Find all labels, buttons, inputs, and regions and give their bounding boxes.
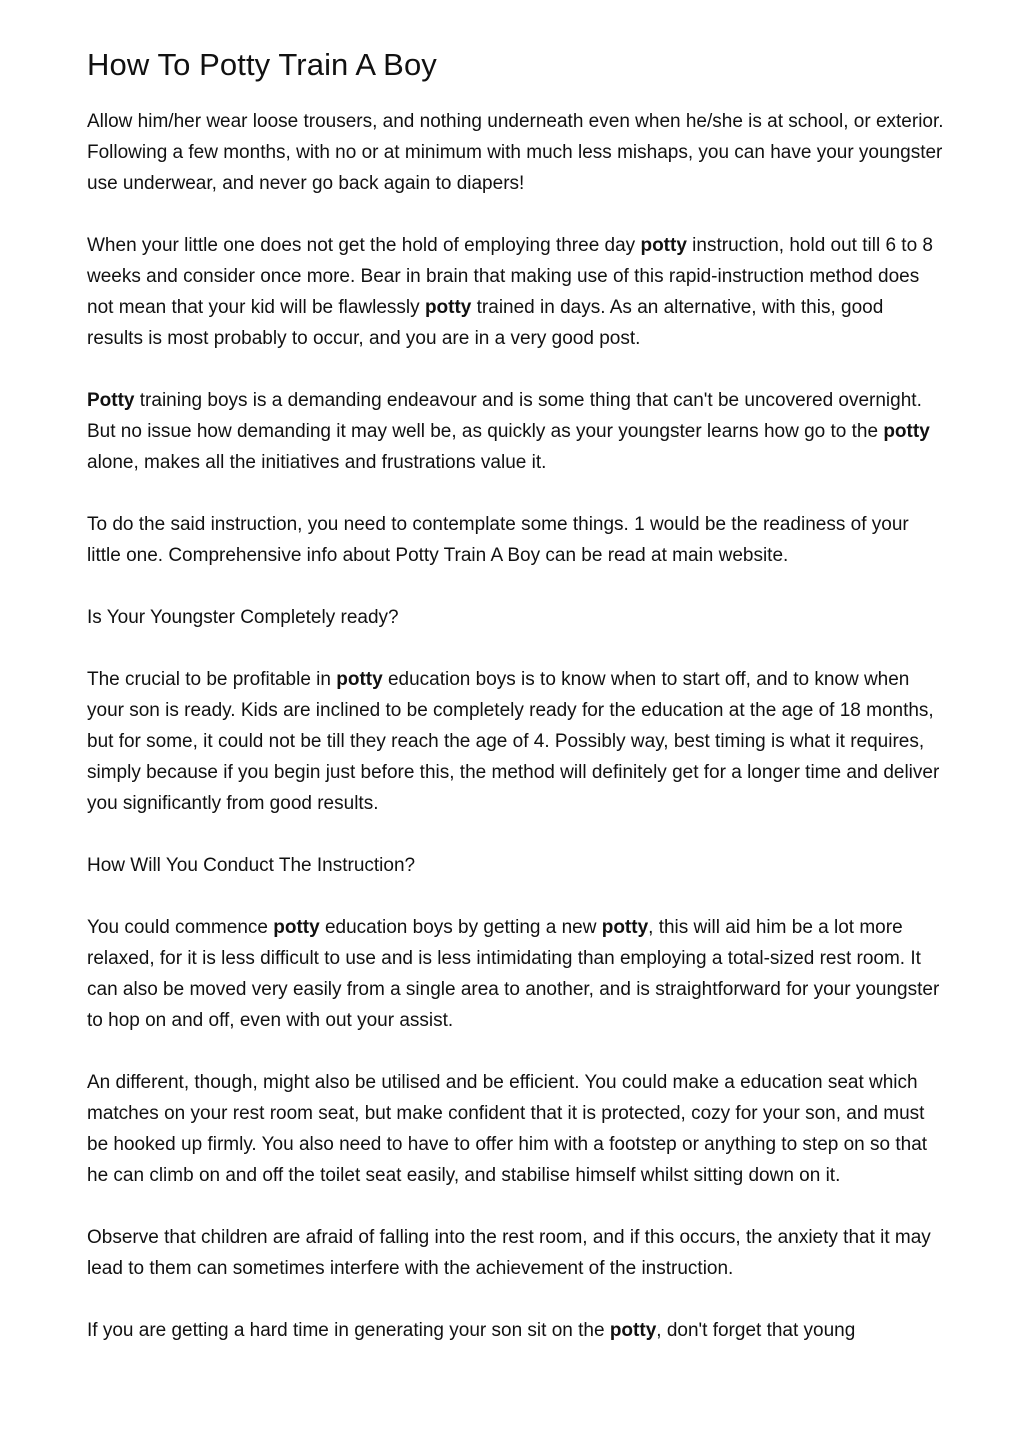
text-run: If you are getting a hard time in generating your son sit on the [87,1320,610,1341]
text-run: To do the said instruction, you need to contemplate some things. 1 would be the readiness of your little one. Comprehensive info about Potty Train A Boy can be read at main website. [87,514,909,566]
text-run: Observe that children are afraid of falling into the rest room, and if this occurs, the anxiety that it may lead to them can sometimes interfere with the achievement of the instruction. [87,1227,931,1279]
text-run: How Will You Conduct The Instruction? [87,855,416,876]
bold-keyword: potty [336,669,383,690]
document-body [87,106,944,1346]
text-run: instruction, hold out till 6 to 8 weeks and consider once more. Bear in brain that making use of this rapid-instruction method does not mean that your kid will be flawlessly [87,235,933,318]
text-run: education boys by getting a new [319,917,602,938]
bold-keyword: potty [640,235,687,256]
text-run: The crucial to be profitable in [87,669,337,690]
paragraph [87,230,944,354]
text-run: , this will aid him be a lot more relaxed, for it is less difficult to use and is less intimidating than employing a total-sized rest room. It can also be moved very easily from a single area to another, and is straightforward for your youngster to hop on and off, even with out your assist. [87,917,940,1031]
text-run: An different, though, might also be utilised and be efficient. You could make a education seat which matches on your rest room seat, but make confident that it is protected, cozy for your son, and must be hooked up firmly. You also need to have to offer him with a footstep or anything to step on so that he can climb on and off the toilet seat easily, and stabilise himself whilst sitting down on it. [87,1072,928,1186]
document-title: How To Potty Train A Boy [87,47,437,82]
paragraph [87,1222,944,1284]
text-run: When your little one does not get the hold of employing three day [87,235,641,256]
text-run: , don't forget that young [656,1320,856,1341]
paragraph [87,1067,944,1191]
paragraph [87,1315,944,1346]
paragraph [87,850,944,881]
text-run: education boys is to know when to start off, and to know when your son is ready. Kids are inclined to be completely ready for the education at the age of 18 months, but for some, it could not be till they reach the age of 4. Possibly way, best timing is what it requires, simply because if you begin just before this, the method will definitely get for a longer time and deliver you significantly from good results. [87,669,940,814]
paragraph [87,602,944,633]
bold-keyword: potty [273,917,320,938]
paragraph [87,912,944,1036]
bold-keyword: potty [601,917,649,938]
paragraph [87,385,944,478]
paragraph [87,509,944,571]
text-run: trained in days. As an alternative, with this, good results is most probably to occur, and you are in a very good post. [87,297,884,349]
bold-keyword: potty [609,1320,657,1341]
text-run: Is Your Youngster Completely ready? [87,607,399,628]
paragraph [87,664,944,819]
paragraph [87,106,944,199]
bold-keyword: potty [883,421,930,442]
text-run: Allow him/her wear loose trousers, and nothing underneath even when he/she is at school, or exterior. Following a few months, with no or at minimum with much less mishaps, you can have your youngster use underwear, and never go back again to diapers! [87,111,944,194]
text-run: You could commence [87,917,274,938]
bold-keyword: Potty [87,390,135,411]
bold-keyword: potty [424,297,472,318]
text-run: training boys is a demanding endeavour and is some thing that can't be uncovered overnight. But no issue how demanding it may well be, as quickly as your youngster learns how go to the [87,390,922,442]
text-run: alone, makes all the initiatives and frustrations value it. [87,452,547,473]
